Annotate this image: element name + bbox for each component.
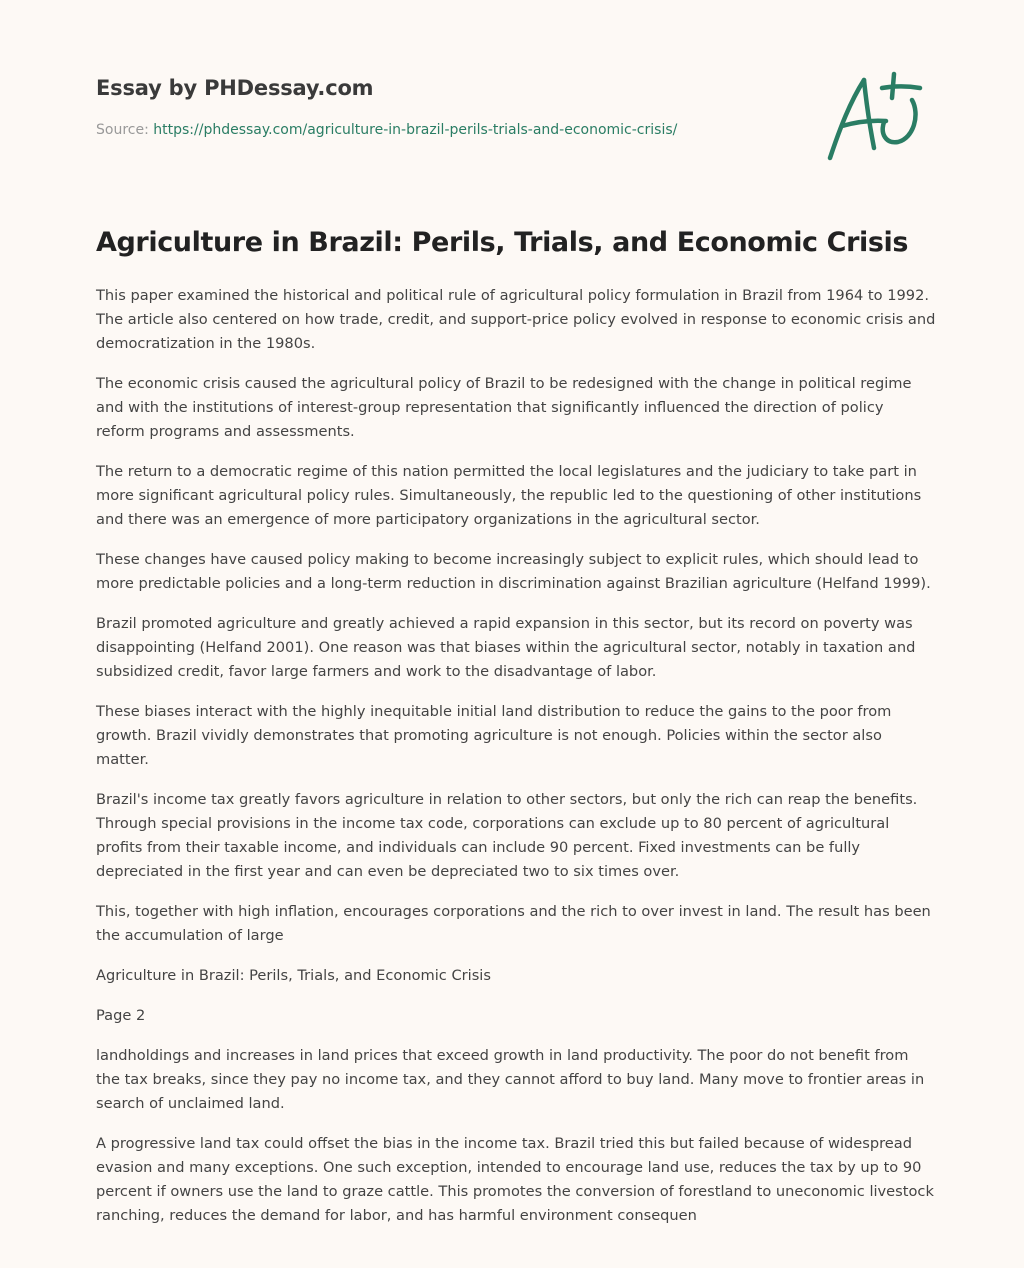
paragraph: The economic crisis caused the agricultural policy of Brazil to be redesigned with the change in political regime and with the institutions of interest-group representation that significantly influenced the direction of policy reform programs and assessments. [96, 375, 912, 440]
paragraph: These changes have caused policy making to become increasingly subject to explicit rules, which should lead to more predictable policies and a long-term reduction in discrimination against Brazilian agriculture (Helfand 1999). [96, 551, 931, 592]
source-line [96, 122, 796, 138]
source-link[interactable]: https://phdessay.com/agriculture-in-brazil-perils-trials-and-economic-crisis/ [153, 122, 678, 138]
paragraph: The return to a democratic regime of this nation permitted the local legislatures and the judiciary to take part in more significant agricultural policy rules. Simultaneously, the republic led to the questioning of other institutions and there was an emergence of more participatory organizations in the agricultural sector. [96, 463, 922, 528]
essay-title: Agriculture in Brazil: Perils, Trials, and Economic Crisis [96, 227, 909, 258]
paragraph: This paper examined the historical and political rule of agricultural policy formulation in Brazil from 1964 to 1992. The article also centered on how trade, credit, and support-price policy evolved in response to economic crisis and democratization in the 1980s. [96, 287, 936, 352]
page-number: Page 2 [96, 1007, 146, 1024]
paragraph: These biases interact with the highly inequitable initial land distribution to reduce the gains to the poor from growth. Brazil vividly demonstrates that promoting agriculture is not enough. Policies within the sector also matter. [96, 703, 892, 768]
paragraph: This, together with high inflation, encourages corporations and the rich to over invest in land. The result has been the accumulation of large [96, 903, 931, 944]
paragraph: landholdings and increases in land prices that exceed growth in land productivity. The poor do not benefit from the tax breaks, since they pay no income tax, and they cannot afford to buy land. Many move to frontier areas in search of unclaimed land. [96, 1047, 925, 1112]
running-title: Agriculture in Brazil: Perils, Trials, and Economic Crisis [96, 967, 491, 984]
essay-body [96, 284, 936, 1244]
paragraph: Brazil's income tax greatly favors agriculture in relation to other sectors, but only the rich can reap the benefits. Through special provisions in the income tax code, corporations can exclude up to 80 percent of agricultural profits from their taxable income, and individuals can include 90 percent. Fixed investments can be fully depreciated in the first year and can even be depreciated two to six times over. [96, 791, 918, 880]
site-brand: Essay by PHDessay.com [96, 76, 374, 100]
site-header [96, 76, 796, 138]
a-plus-logo-icon [822, 66, 928, 166]
source-label: Source: [96, 122, 149, 138]
paragraph: A progressive land tax could offset the bias in the income tax. Brazil tried this but failed because of widespread evasion and many exceptions. One such exception, intended to encourage land use, reduces the tax by up to 90 percent if owners use the land to graze cattle. This promotes the conversion of forestland to uneconomic livestock ranching, reduces the demand for labor, and has harmful environment consequen [96, 1135, 934, 1224]
paragraph: Brazil promoted agriculture and greatly achieved a rapid expansion in this sector, but its record on poverty was disappointing (Helfand 2001). One reason was that biases within the agricultural sector, notably in taxation and subsidized credit, favor large farmers and work to the disadvantage of labor. [96, 615, 916, 680]
